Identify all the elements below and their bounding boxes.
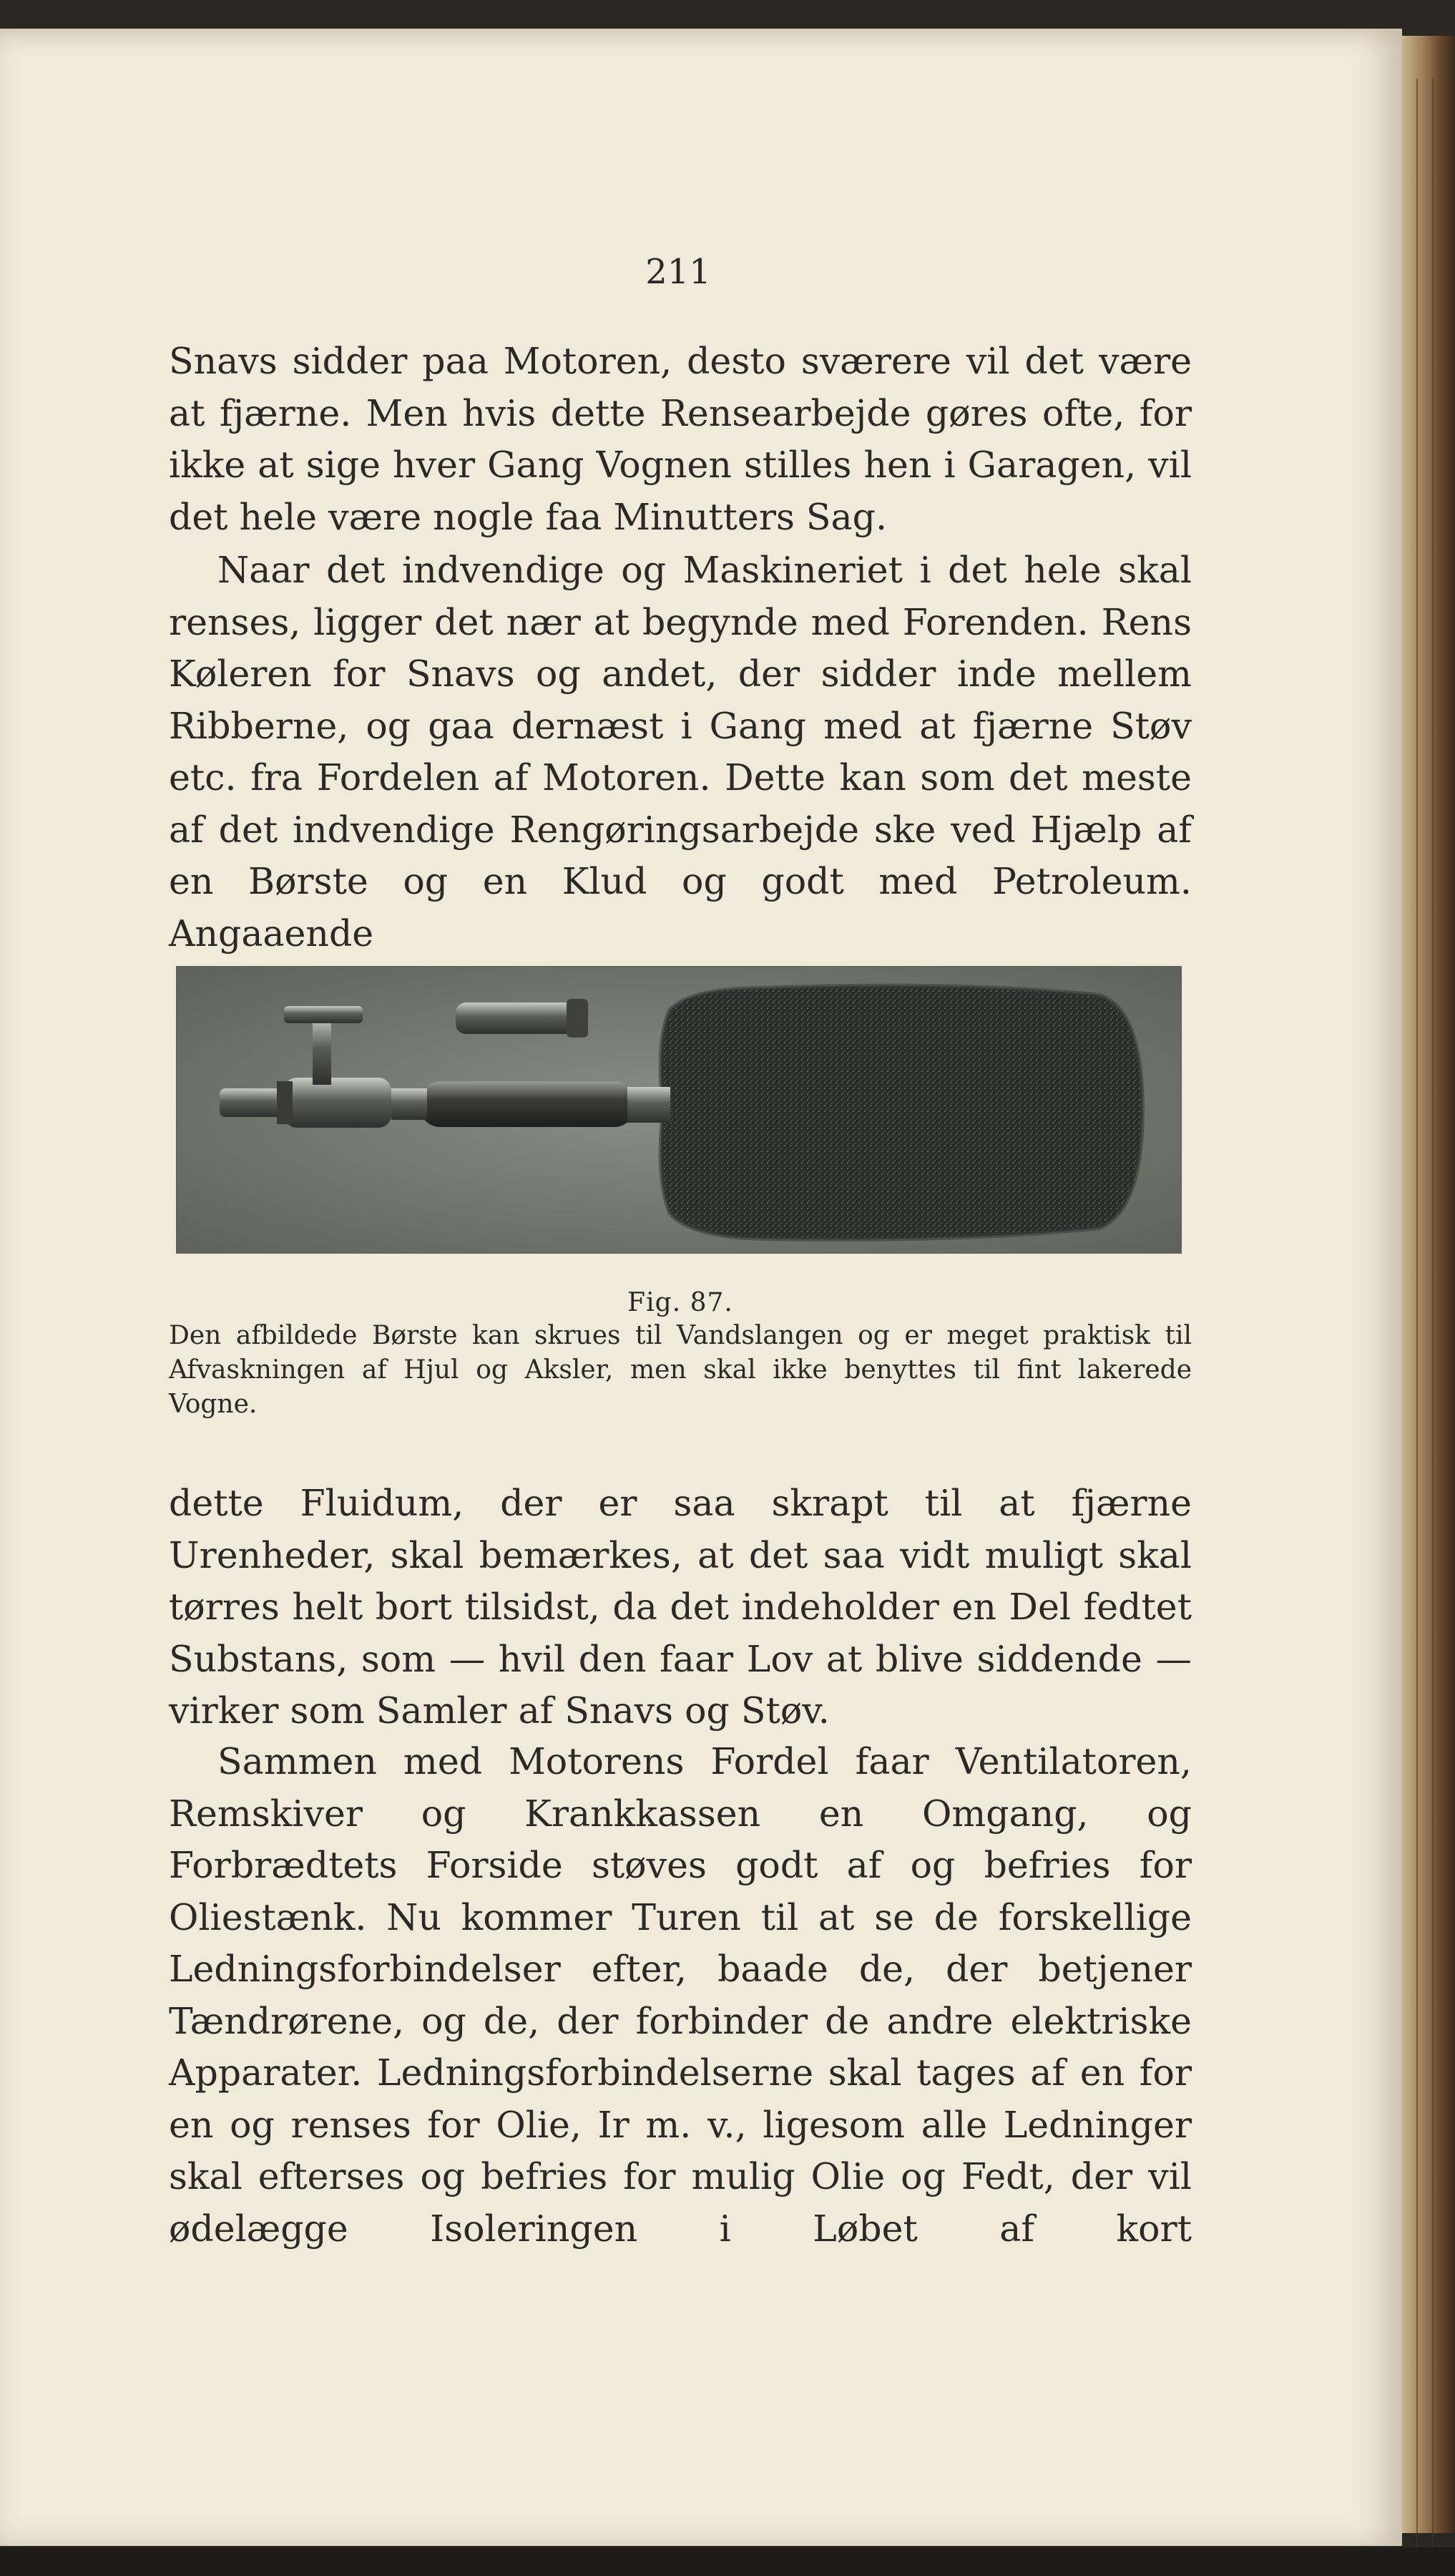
paragraph-4: Sammen med Motorens Fordel faar Ventilatoren, Remskiver og Krankkassen en Omgang, og Forbrædtets Forside støves godt af og befries for Oliestænk. Nu kommer Turen til at se de forskellige Ledningsforbindelser efter, baade de, der betjener Tændrørene, og de, der forbinder de andre elektriske Apparater. Ledningsforbindelserne skal tages af en for en og renses for Olie, Ir m. v., ligesom alle Ledninger skal efterses og befries for mulig Olie og Fedt, der vil ødelægge Isoleringen i Løbet af kort xyxy=(169,1740,1192,2250)
paragraph-3: dette Fluidum, der er saa skrapt til at fjærne Urenheder, skal bemærkes, at det saa vidt muligt skal tørres helt bort tilsidst, da det indeholder en Del fedtet Substans, som — hvil den faar Lov at blive siddende — virker som Samler af Snavs og Støv. xyxy=(169,1482,1192,1732)
figure-brush-photo xyxy=(176,966,1182,1254)
figure-label: Fig. 87. xyxy=(627,1288,733,1317)
scan-background xyxy=(0,2547,1455,2576)
paragraph-2: Naar det indvendige og Maskineriet i det hele skal renses, ligger det nær at begynde med Forenden. Rens Køleren for Snavs og andet, der sidder inde mellem Ribberne, og gaa dernæst i Gang med at fjærne Støv etc. fra Fordelen af Motoren. Dette kan som det meste af det indvendige Rengøringsarbejde ske ved Hjælp af en Børste og en Klud og godt med Petroleum. Angaaende xyxy=(169,549,1192,955)
brush-illustration xyxy=(177,967,1181,1253)
figure-caption: Den afbildede Børste kan skrues til Vandslangen og er meget praktisk til Afvaskningen af Hjul og Aksler, men skal ikke benyttes til fint lakerede Vogne. xyxy=(169,1321,1192,1419)
paragraph-top: Snavs sidder paa Motoren, desto sværere vil det være at fjærne. Men hvis dette Rensearbejde gøres ofte, for ikke at sige hver Gang Vognen stilles hen i Garagen, vil det hele være nogle faa Minutters Sag. xyxy=(169,340,1192,538)
page-number: 211 xyxy=(645,252,711,292)
book-edge xyxy=(1402,36,1455,2533)
